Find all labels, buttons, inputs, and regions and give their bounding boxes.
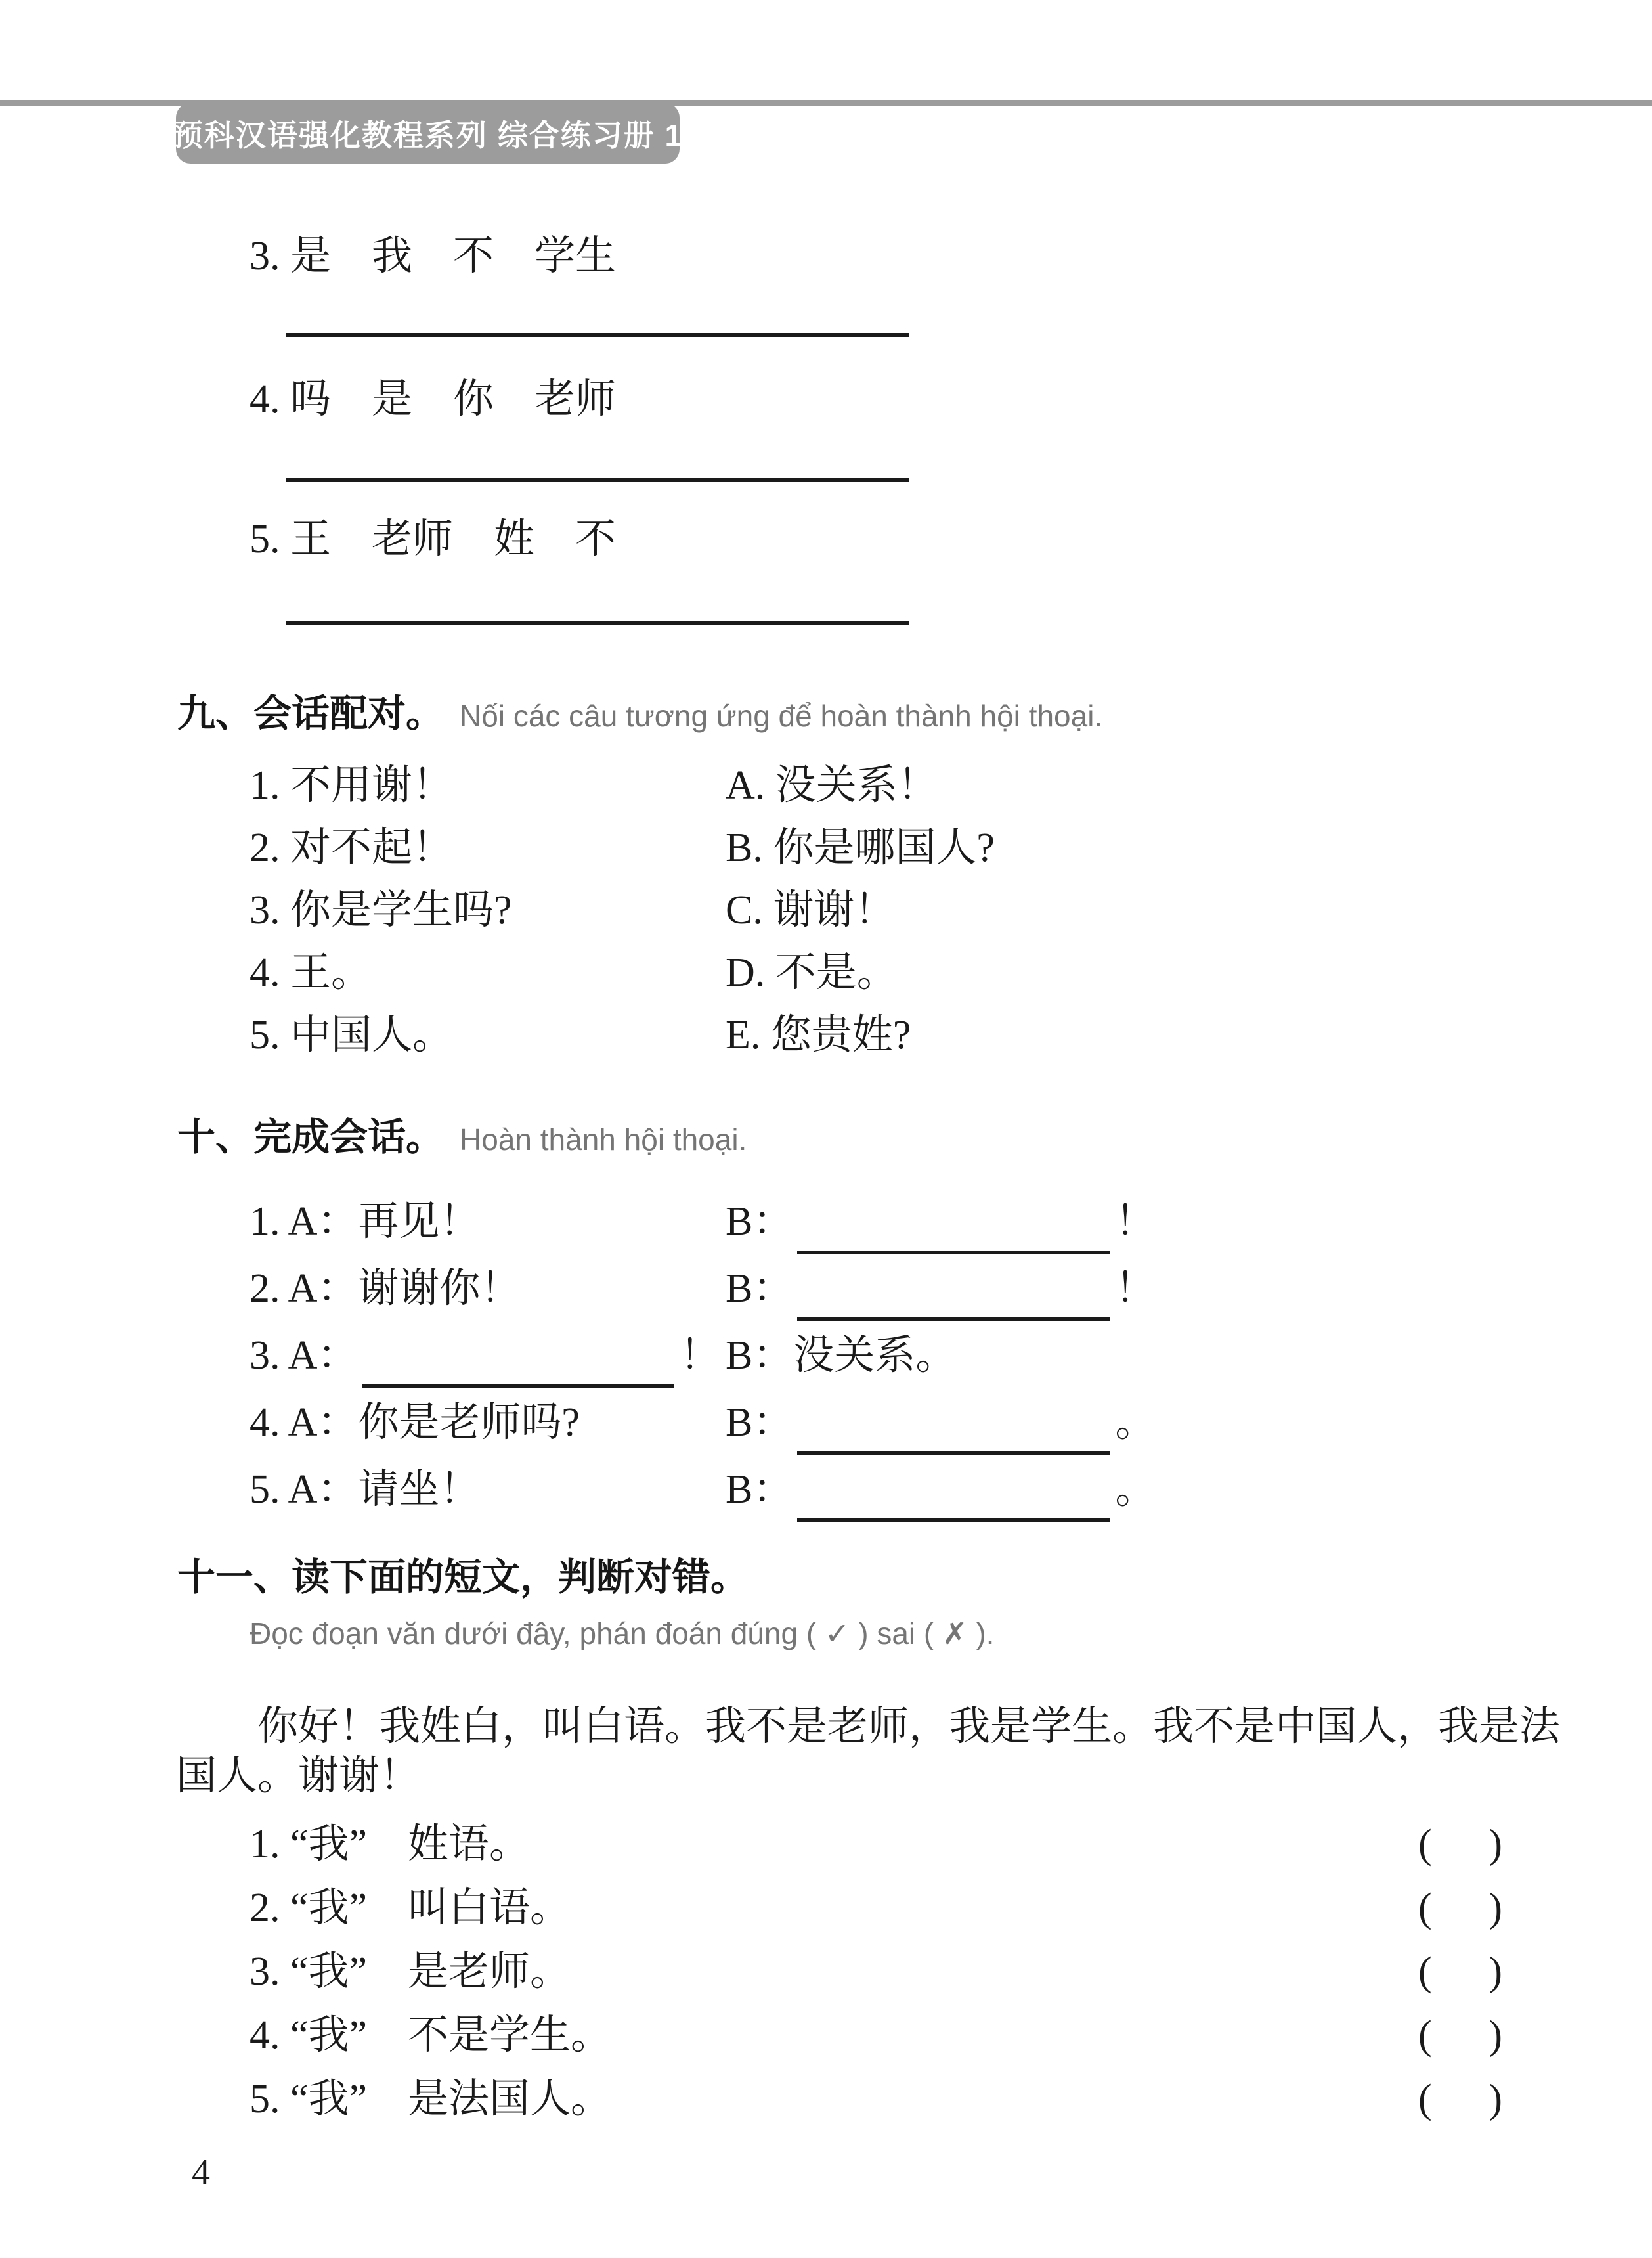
- dialog-a-prefix-3: 3. A：: [250, 1333, 359, 1378]
- dialog-b-prefix-2: B：: [726, 1266, 794, 1311]
- dialog-b-suffix-2: ！: [1115, 1266, 1156, 1311]
- judge-item-5: 5. “我” 是法国人。: [250, 2077, 612, 2121]
- dialog-b-suffix-1: ！: [1115, 1199, 1156, 1244]
- dialog-b-4: [726, 1396, 1156, 1455]
- match-left-5: 5. 中国人。: [250, 1013, 454, 1057]
- paren-open: (: [1418, 1822, 1432, 1867]
- judge-row-4: [250, 2009, 1502, 2062]
- match-right-3: C. 谢谢！: [726, 888, 896, 933]
- dialog-a-2: 2. A：谢谢你！: [250, 1266, 521, 1311]
- paren-close: ): [1489, 1949, 1502, 1994]
- section-10-title: 十、完成会话。: [177, 1116, 445, 1159]
- judge-item-3: 3. “我” 是老师。: [250, 1949, 571, 1994]
- dialog-b-prefix-4: B：: [726, 1400, 794, 1445]
- answer-blank: [797, 1317, 1110, 1321]
- judge-row-1: [250, 1818, 1502, 1871]
- dialog-b-3: [726, 1329, 956, 1382]
- section-9-header: [177, 688, 1102, 740]
- answer-parens-1: [1418, 1818, 1502, 1871]
- judge-row-3: [250, 1945, 1502, 1998]
- section-11-title: 十一、读下面的短文，判断对错。: [177, 1556, 749, 1599]
- rearrange-item-5: 5. 王 老师 姓 不: [250, 517, 617, 562]
- dialog-row-4: [250, 1396, 1156, 1449]
- dialog-row-1: [250, 1195, 1156, 1248]
- dialog-b-prefix-5: B：: [726, 1467, 794, 1512]
- section-11-instruction-vi: Đọc đoạn văn dưới đây, phán đoán đúng ( ✓ ) sai ( ✗ ).: [250, 1616, 995, 1650]
- section-10-instruction-vi: Hoàn thành hội thoại.: [460, 1122, 747, 1157]
- answer-parens-2: [1418, 1882, 1502, 1934]
- answer-blank: [797, 1451, 1110, 1455]
- section-9-title: 九、会话配对。: [177, 692, 445, 735]
- answer-parens-3: [1418, 1945, 1502, 1998]
- dialog-a-3: [250, 1333, 720, 1378]
- answer-line-5: [286, 621, 909, 625]
- series-banner: [172, 103, 684, 164]
- judge-item-1: 1. “我” 姓语。: [250, 1822, 531, 1867]
- dialog-b-suffix-4: 。: [1115, 1400, 1156, 1445]
- answer-line-3: [286, 333, 909, 337]
- reading-passage: [176, 1702, 1561, 1801]
- answer-parens-5: [1418, 2073, 1502, 2125]
- match-row-2: [250, 822, 995, 874]
- match-right-4: D. 不是。: [726, 950, 898, 995]
- paren-open: (: [1418, 2013, 1432, 2058]
- judge-row-2: [250, 1882, 1502, 1934]
- judge-item-4: 4. “我” 不是学生。: [250, 2013, 612, 2058]
- answer-blank: [797, 1518, 1110, 1522]
- answer-parens-4: [1418, 2009, 1502, 2062]
- answer-line-4: [286, 478, 909, 482]
- match-left-2: 2. 对不起！: [250, 826, 454, 870]
- page-number: 4: [192, 2152, 210, 2193]
- dialog-row-2: [250, 1262, 1156, 1315]
- rearrange-item-3: 3. 是 我 不 学生: [250, 234, 617, 278]
- dialog-a-suffix-3: ！: [680, 1333, 721, 1378]
- dialog-a-5: 5. A：请坐！: [250, 1467, 481, 1512]
- dialog-b-2: [726, 1262, 1156, 1321]
- match-right-2: B. 你是哪国人?: [726, 826, 995, 870]
- paren-close: ): [1489, 2077, 1502, 2121]
- section-11-header: [177, 1551, 749, 1604]
- dialog-b-5: [726, 1463, 1156, 1522]
- match-left-1: 1. 不用谢！: [250, 763, 454, 808]
- dialog-a-1: 1. A：再见！: [250, 1199, 481, 1244]
- match-left-3: 3. 你是学生吗?: [250, 888, 512, 933]
- paren-open: (: [1418, 1949, 1432, 1994]
- match-row-5: [250, 1009, 911, 1061]
- dialog-a-4: 4. A：你是老师吗?: [250, 1400, 580, 1445]
- match-left-4: 4. 王。: [250, 950, 372, 995]
- rearrange-item-4: 4. 吗 是 你 老师: [250, 377, 617, 422]
- paren-open: (: [1418, 2077, 1432, 2121]
- answer-blank: [362, 1384, 674, 1388]
- judge-row-5: [250, 2073, 1502, 2125]
- judge-item-2: 2. “我” 叫白语。: [250, 1886, 571, 1930]
- section-10-header: [177, 1111, 747, 1164]
- match-row-3: [250, 884, 896, 937]
- match-row-1: [250, 759, 938, 812]
- series-banner-title: 预科汉语强化教程系列 综合练习册 1: [172, 118, 684, 152]
- paren-open: (: [1418, 1886, 1432, 1930]
- dialog-row-3: [250, 1329, 957, 1382]
- answer-blank: [797, 1251, 1110, 1254]
- paren-close: ): [1489, 2013, 1502, 2058]
- match-right-5: E. 您贵姓?: [726, 1013, 911, 1057]
- match-row-4: [250, 946, 898, 999]
- paren-close: ): [1489, 1822, 1502, 1867]
- dialog-b-suffix-5: 。: [1115, 1467, 1156, 1512]
- dialog-b-1: [726, 1195, 1156, 1254]
- dialog-b-prefix-3: B：没关系。: [726, 1333, 957, 1378]
- passage-line-1: 你好！我姓白，叫白语。我不是老师，我是学生。我不是中国人，我是法: [257, 1704, 1561, 1749]
- paren-close: ): [1489, 1886, 1502, 1930]
- dialog-row-5: [250, 1463, 1156, 1516]
- section-9-instruction-vi: Nối các câu tương ứng để hoàn thành hội thoại.: [460, 699, 1103, 733]
- dialog-b-prefix-1: B：: [726, 1199, 794, 1244]
- match-right-1: A. 没关系！: [726, 763, 938, 808]
- passage-line-2: 国人。谢谢！: [176, 1754, 421, 1798]
